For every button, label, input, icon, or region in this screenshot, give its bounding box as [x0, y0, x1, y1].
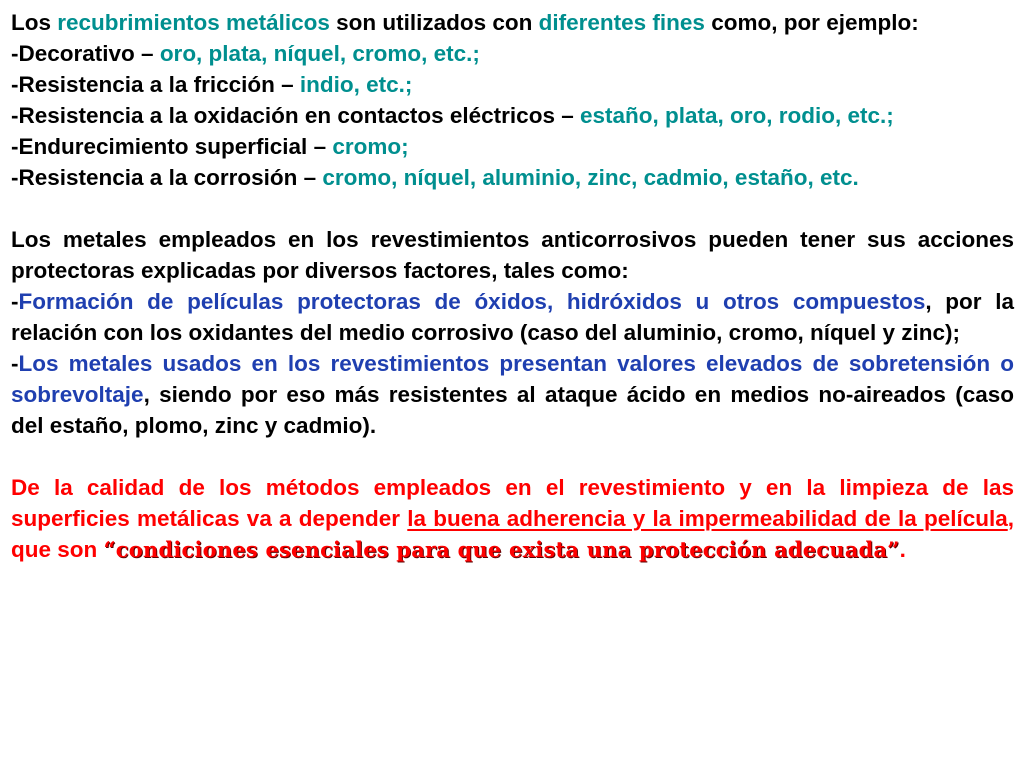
slide-content	[11, 7, 1014, 565]
list-item-value: estaño, plata, oro, rodio, etc.;	[579, 103, 894, 128]
underlined-adherence: la buena adherencia y la impermeabilidad de la película	[407, 506, 1008, 531]
highlight-overvoltage: Los metales usados en los revestimientos presentan valores elevados de sobretensión o sobrevoltaje	[11, 351, 1014, 407]
intro-text: Los	[11, 10, 58, 35]
list-item-value: oro, plata, níquel, cromo, etc.;	[159, 41, 480, 66]
list-item-value: indio, etc.;	[299, 72, 413, 97]
list-item-label: -Endurecimiento superficial –	[11, 134, 333, 159]
list-item-label: -Resistencia a la corrosión –	[11, 165, 323, 190]
paragraph-protective-actions	[11, 224, 1014, 441]
list-item-text: , por la relación con los oxidantes del medio corrosivo (caso del aluminio, cromo, níquel y zinc);	[11, 289, 1014, 345]
highlight-purposes: diferentes fines	[538, 10, 705, 35]
conclusion-text: De la calidad de los métodos empleados en el revestimiento y en la limpieza de las superficies metálicas va a depender	[11, 475, 1014, 531]
list-item-text: , siendo por eso más resistentes al ataque ácido en medios no-aireados (caso del estaño, plomo, zinc y cadmio).	[11, 382, 1014, 438]
paragraph-spacer	[11, 193, 1014, 224]
quote-essential-conditions: “condiciones esenciales para que exista una protección adecuada”	[103, 537, 900, 562]
conclusion-text: , que son	[11, 506, 1014, 562]
highlight-metallic-coatings: recubrimientos metálicos	[57, 10, 330, 35]
paragraph-quality-conclusion	[11, 472, 1014, 565]
conclusion-end: .	[899, 537, 906, 562]
list-item-label: -Resistencia a la oxidación en contactos eléctricos –	[11, 103, 580, 128]
paragraph-spacer	[11, 441, 1014, 472]
list-item-label: -Decorativo –	[11, 41, 160, 66]
list-dash: -	[11, 289, 19, 314]
paragraph-metallic-coatings	[11, 7, 1014, 193]
intro-text: Los metales empleados en los revestimientos anticorrosivos pueden tener sus acciones protectoras explicadas por diversos factores, tales como:	[11, 227, 1014, 283]
list-dash: -	[11, 351, 19, 376]
list-item-value: cromo, níquel, aluminio, zinc, cadmio, estaño, etc.	[322, 165, 859, 190]
intro-text: como, por ejemplo:	[704, 10, 919, 35]
list-item-value: cromo;	[332, 134, 409, 159]
list-item-label: -Resistencia a la fricción –	[11, 72, 300, 97]
highlight-protective-films: Formación de películas protectoras de óxidos, hidróxidos u otros compuestos	[18, 289, 926, 314]
intro-text: son utilizados con	[329, 10, 539, 35]
